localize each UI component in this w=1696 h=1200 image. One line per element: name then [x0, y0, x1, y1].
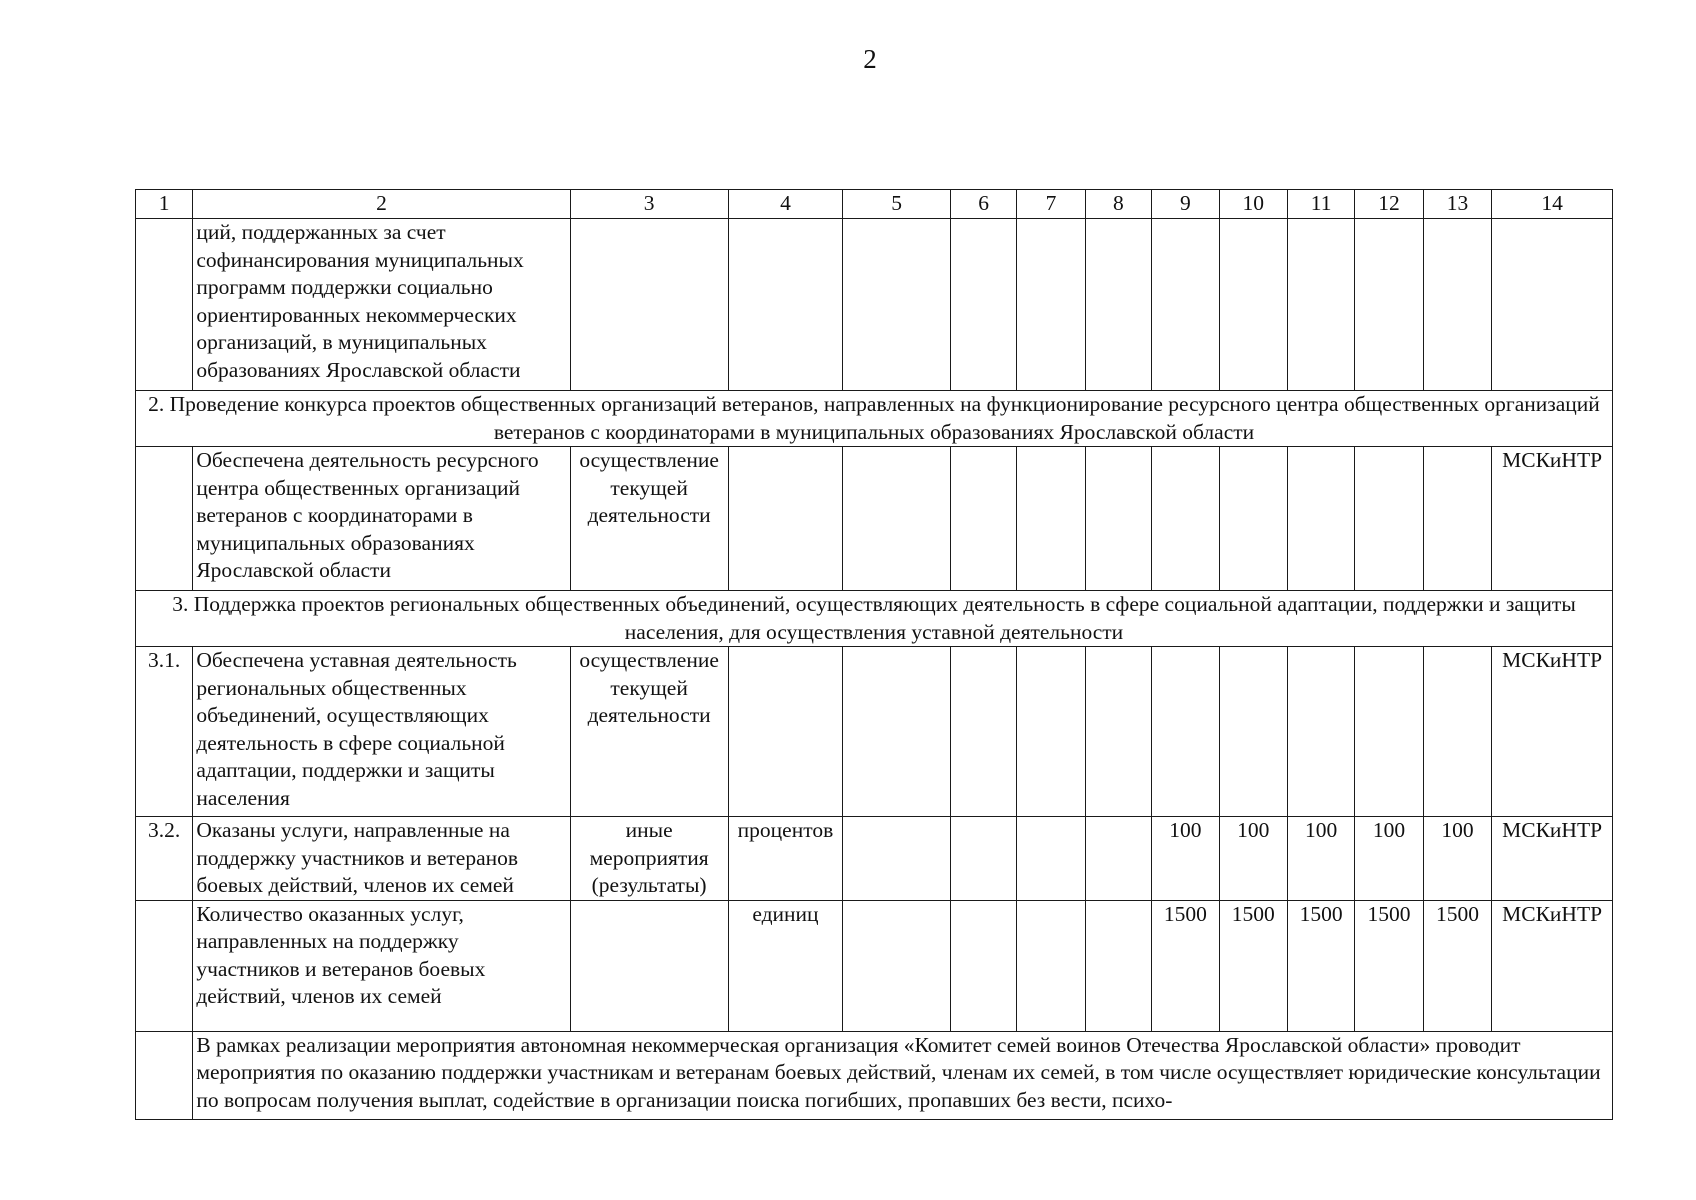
note-text: В рамках реализации мероприятия автономная некоммерческая организация «Комитет семей воинов Отечества Ярославской области» проводит мероприятия по оказанию поддержки участникам и ветеранам боевых действий, членам их семей, в том числе осуществляет юридические консультации по вопросам получения выплат, содействие в организации поиска погибших, пропавших без вести, психо-: [193, 1031, 1613, 1119]
row-number-cell: [136, 900, 193, 1031]
column-number: 11: [1287, 190, 1354, 219]
column-number: 8: [1085, 190, 1151, 219]
value-cell: 1500: [1355, 900, 1423, 1031]
result-name-cell: Обеспечена уставная деятельность региональных общественных объединений, осуществляющих деятельность в сфере социальной адаптации, поддержки и защиты населения: [193, 647, 570, 817]
row-number-cell: 3.2.: [136, 817, 193, 901]
column-number: 3: [570, 190, 728, 219]
section-heading: 3. Поддержка проектов региональных общественных объединений, осуществляющих деятельность в сфере социальной адаптации, поддержки и защиты населения, для осуществления уставной деятельности: [136, 591, 1613, 647]
note-row: [136, 1031, 1613, 1119]
result-type-cell: осуществление текущей деятельности: [570, 447, 728, 591]
row-number-cell: [136, 219, 193, 391]
section-heading-row: [136, 391, 1613, 447]
value-cell: 1500: [1219, 900, 1287, 1031]
result-name-cell: Обеспечена деятельность ресурсного центра общественных организаций ветеранов с координаторами в муниципальных образованиях Ярославской области: [193, 447, 570, 591]
column-number: 12: [1355, 190, 1423, 219]
result-type-cell: иные мероприятия (результаты): [570, 817, 728, 901]
responsible-cell: МСКиНТР: [1492, 647, 1613, 817]
column-number: 1: [136, 190, 193, 219]
column-number: 7: [1017, 190, 1085, 219]
result-name-cell: Количество оказанных услуг, направленных на поддержку участников и ветеранов боевых действий, членов их семей: [193, 900, 570, 1031]
value-cell: 100: [1355, 817, 1423, 901]
responsible-cell: МСКиНТР: [1492, 900, 1613, 1031]
row-number-cell: [136, 447, 193, 591]
page-number: 2: [863, 44, 877, 74]
table-row: [136, 447, 1613, 591]
row-number-cell: [136, 1031, 193, 1119]
column-number-row: [136, 190, 1613, 219]
unit-cell: единиц: [728, 900, 843, 1031]
result-name-cell: Оказаны услуги, направленные на поддержку участников и ветеранов боевых действий, членов их семей: [193, 817, 570, 901]
column-number: 5: [843, 190, 951, 219]
row-number-cell: 3.1.: [136, 647, 193, 817]
column-number: 2: [193, 190, 570, 219]
column-number: 10: [1219, 190, 1287, 219]
result-type-cell: [570, 900, 728, 1031]
section-heading-row: [136, 591, 1613, 647]
table-row: [136, 817, 1613, 901]
column-number: 4: [728, 190, 843, 219]
value-cell: 100: [1423, 817, 1491, 901]
column-number: 14: [1492, 190, 1613, 219]
responsible-cell: МСКиНТР: [1492, 447, 1613, 591]
section-heading: 2. Проведение конкурса проектов общественных организаций ветеранов, направленных на функционирование ресурсного центра общественных организаций ветеранов с координаторами в муниципальных образованиях Ярославской области: [136, 391, 1613, 447]
table-row: [136, 900, 1613, 1031]
value-cell: 100: [1219, 817, 1287, 901]
value-cell: 1500: [1423, 900, 1491, 1031]
table-row: [136, 647, 1613, 817]
value-cell: 1500: [1152, 900, 1219, 1031]
column-number: 9: [1152, 190, 1219, 219]
column-number: 13: [1423, 190, 1491, 219]
value-cell: 100: [1152, 817, 1219, 901]
value-cell: 100: [1287, 817, 1354, 901]
column-number: 6: [950, 190, 1016, 219]
value-cell: 1500: [1287, 900, 1354, 1031]
unit-cell: процентов: [728, 817, 843, 901]
measures-table: [135, 189, 1613, 1120]
responsible-cell: МСКиНТР: [1492, 817, 1613, 901]
result-type-cell: осуществление текущей деятельности: [570, 647, 728, 817]
table-row: [136, 219, 1613, 391]
result-name-cell: ций, поддержанных за счет софинансирования муниципальных программ поддержки социально ориентированных некоммерческих организаций, в муниципальных образованиях Ярославской области: [193, 219, 570, 391]
